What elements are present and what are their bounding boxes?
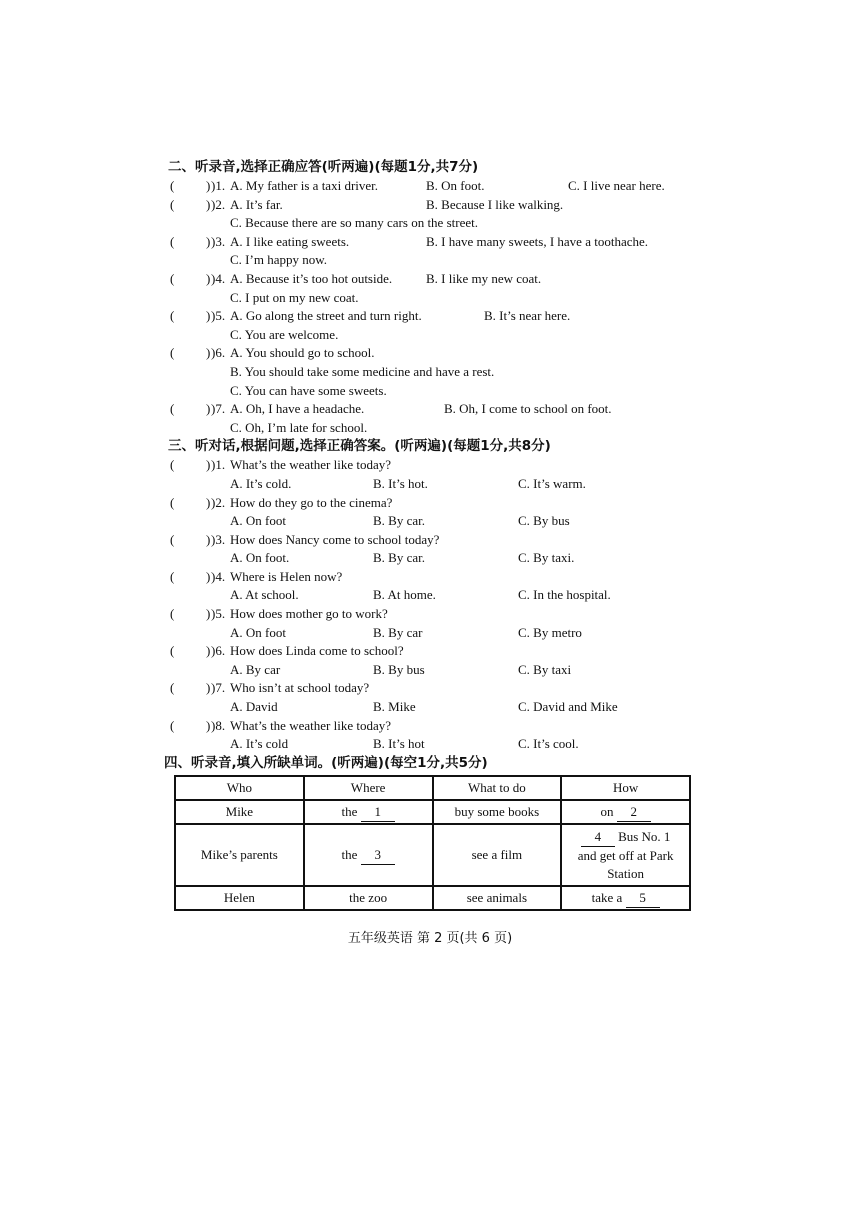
cell-where: the zoo [304, 886, 433, 910]
cell-how [561, 886, 690, 910]
answer-paren-open[interactable]: ( [170, 494, 175, 510]
option-c: C. You are welcome. [230, 326, 339, 342]
cell-how [561, 800, 690, 824]
option-a: A. My father is a taxi driver. [230, 178, 379, 193]
option-a: A. On foot [230, 624, 286, 640]
table-row [175, 800, 690, 824]
question-number: )3. [211, 233, 226, 249]
option-c: C. It’s warm. [518, 475, 586, 491]
answer-paren-close: ) [206, 233, 211, 249]
page-footer: 五年级英语 第 2 页(共 6 页) [347, 931, 513, 946]
s3-question-2-options [168, 512, 693, 531]
answer-paren-open[interactable]: ( [170, 643, 175, 659]
answer-paren-open[interactable]: ( [170, 345, 175, 361]
option-a: A. You should go to school. [230, 345, 375, 361]
s2-question-6 [168, 344, 693, 363]
question-number: )7. [211, 680, 226, 696]
header-who: Who [175, 776, 304, 800]
s3-question-5 [168, 605, 693, 624]
s3-question-5-options [168, 624, 693, 643]
option-a: A. Because it’s too hot outside. [230, 270, 393, 286]
header-what-to-do: What to do [433, 776, 562, 800]
s3-question-6-options [168, 661, 693, 680]
question-number: )1. [211, 457, 226, 473]
cell-text: Station [607, 865, 645, 881]
option-b: B. On foot. [426, 178, 485, 193]
answer-paren-open[interactable]: ( [170, 401, 175, 417]
s3-question-3-options [168, 549, 693, 568]
option-c: C. You can have some sweets. [230, 382, 387, 398]
question-stem: How does Linda come to school? [230, 643, 404, 659]
option-b: B. Mike [373, 699, 416, 715]
cell-what: buy some books [433, 800, 562, 824]
option-a: A. On foot. [230, 550, 290, 566]
question-stem: How does Nancy come to school today? [230, 531, 440, 547]
question-number: )2. [211, 494, 226, 510]
option-c: C. I live near here. [568, 178, 665, 193]
cell-what: see animals [433, 886, 562, 910]
question-stem: What’s the weather like today? [230, 457, 391, 473]
answer-paren-open[interactable]: ( [170, 457, 175, 473]
table-row [175, 824, 690, 886]
option-a: A. At school. [230, 587, 299, 603]
option-c: C. I’m happy now. [230, 252, 328, 268]
answer-paren-close: ) [206, 345, 211, 361]
option-c: C. Because there are so many cars on the street. [230, 215, 478, 231]
option-c: C. By taxi. [518, 550, 575, 566]
question-number: )5. [211, 308, 226, 324]
question-stem: Where is Helen now? [230, 568, 343, 584]
answer-paren-close: ) [206, 494, 211, 510]
answer-paren-open[interactable]: ( [170, 717, 175, 733]
option-a: A. It’s far. [230, 196, 283, 212]
answer-paren-open[interactable]: ( [170, 196, 175, 212]
cell-how [561, 824, 690, 886]
answer-paren-open[interactable]: ( [170, 531, 175, 547]
section-4-title: 四、听录音,填入所缺单词。(听两遍)(每空1分,共5分) [164, 754, 488, 771]
s2-question-1 [168, 177, 693, 196]
option-c: C. Oh, I’m late for school. [230, 419, 368, 435]
header-how: How [561, 776, 690, 800]
s2-question-7-cont [168, 419, 693, 438]
s3-question-1 [168, 456, 693, 475]
answer-paren-close: ) [206, 457, 211, 473]
answer-paren-close: ) [206, 178, 211, 193]
option-b: B. You should take some medicine and have a rest. [230, 363, 495, 379]
s2-question-2 [168, 196, 693, 215]
answer-paren-close: ) [206, 401, 211, 417]
s2-question-4-cont [168, 289, 693, 308]
answer-paren-close: ) [206, 196, 211, 212]
answer-paren-close: ) [206, 643, 211, 659]
table-row [175, 886, 690, 910]
question-number: )5. [211, 606, 226, 622]
option-c: C. By bus [518, 513, 570, 529]
table-header-row [175, 776, 690, 800]
blank-4[interactable]: 4 [581, 828, 615, 847]
answer-paren-open[interactable]: ( [170, 308, 175, 324]
s2-question-5 [168, 307, 693, 326]
cell-who: Helen [175, 886, 304, 910]
cell-text: Bus No. 1 [618, 828, 671, 844]
option-b: B. By car. [373, 550, 425, 566]
fill-in-table [174, 775, 691, 911]
s3-question-4-options [168, 586, 693, 605]
cell-where [304, 800, 433, 824]
option-b: B. By car. [373, 513, 425, 529]
option-c: C. In the hospital. [518, 587, 611, 603]
answer-paren-close: ) [206, 606, 211, 622]
answer-paren-close: ) [206, 308, 211, 324]
header-where: Where [304, 776, 433, 800]
option-a: A. By car [230, 661, 281, 677]
answer-paren-open[interactable]: ( [170, 680, 175, 696]
cell-who: Mike’s parents [175, 824, 304, 886]
s2-question-4 [168, 270, 693, 289]
question-number: )1. [211, 178, 226, 193]
option-b: B. It’s hot [373, 736, 425, 752]
question-number: )3. [211, 531, 226, 547]
s3-question-7-options [168, 698, 693, 717]
answer-paren-open[interactable]: ( [170, 178, 175, 193]
cell-prefix: on [600, 803, 614, 819]
s2-question-2-cont [168, 214, 693, 233]
answer-paren-close: ) [206, 568, 211, 584]
s2-question-6-cont-c [168, 382, 693, 401]
blank-2[interactable]: 2 [617, 803, 651, 822]
s2-question-3-cont [168, 251, 693, 270]
s3-question-4 [168, 568, 693, 587]
question-number: )4. [211, 568, 226, 584]
s3-question-8 [168, 717, 693, 736]
question-number: )4. [211, 270, 226, 286]
option-a: A. Oh, I have a headache. [230, 401, 365, 417]
cell-where [304, 824, 433, 886]
option-c: C. By taxi [518, 661, 572, 677]
question-stem: How does mother go to work? [230, 606, 388, 622]
s3-question-1-options [168, 475, 693, 494]
question-number: )6. [211, 345, 226, 361]
option-b: B. I have many sweets, I have a toothache. [426, 233, 649, 249]
answer-paren-close: ) [206, 531, 211, 547]
question-number: )7. [211, 401, 226, 417]
option-a: A. I like eating sweets. [230, 233, 350, 249]
s2-question-6-cont-b [168, 363, 693, 382]
option-a: A. Go along the street and turn right. [230, 308, 422, 324]
question-stem: Who isn’t at school today? [230, 680, 370, 696]
s3-question-7 [168, 679, 693, 698]
s2-question-3 [168, 233, 693, 252]
s3-question-8-options [168, 735, 693, 754]
cell-who: Mike [175, 800, 304, 824]
cell-prefix: the [341, 846, 358, 862]
option-c: C. David and Mike [518, 699, 618, 715]
blank-5[interactable]: 5 [626, 889, 660, 908]
option-b: B. By bus [373, 661, 425, 677]
cell-prefix: the [341, 803, 358, 819]
blank-1[interactable]: 1 [361, 803, 395, 822]
section-3-title: 三、听对话,根据问题,选择正确答案。(听两遍)(每题1分,共8分) [168, 438, 551, 455]
s2-question-5-cont [168, 326, 693, 345]
question-stem: How do they go to the cinema? [230, 494, 393, 510]
section-2-title: 二、听录音,选择正确应答(听两遍)(每题1分,共7分) [168, 159, 479, 175]
option-a: A. David [230, 699, 278, 715]
cell-text: and get off at Park [577, 847, 674, 863]
s3-question-2 [168, 494, 693, 513]
s3-question-3 [168, 531, 693, 550]
option-b: B. Because I like walking. [426, 196, 564, 212]
option-a: A. It’s cold. [230, 475, 292, 491]
option-b: B. By car [373, 624, 423, 640]
s3-question-6 [168, 642, 693, 661]
question-number: )2. [211, 196, 226, 212]
question-number: )8. [211, 717, 226, 733]
exam-page [164, 158, 693, 773]
answer-paren-open[interactable]: ( [170, 568, 175, 584]
blank-3[interactable]: 3 [361, 846, 395, 865]
question-number: )6. [211, 643, 226, 659]
answer-paren-close: ) [206, 270, 211, 286]
cell-prefix: take a [591, 889, 623, 905]
option-c: C. It’s cool. [518, 736, 579, 752]
option-c: C. I put on my new coat. [230, 289, 359, 305]
answer-paren-open[interactable]: ( [170, 270, 175, 286]
answer-paren-open[interactable]: ( [170, 233, 175, 249]
cell-what: see a film [433, 824, 562, 886]
answer-paren-open[interactable]: ( [170, 606, 175, 622]
option-b: B. Oh, I come to school on foot. [444, 401, 612, 417]
option-a: A. On foot [230, 513, 286, 529]
option-b: B. It’s hot. [373, 475, 428, 491]
option-b: B. I like my new coat. [426, 270, 542, 286]
option-c: C. By metro [518, 624, 582, 640]
option-b: B. At home. [373, 587, 436, 603]
answer-paren-close: ) [206, 717, 211, 733]
question-stem: What’s the weather like today? [230, 717, 391, 733]
answer-paren-close: ) [206, 680, 211, 696]
s2-question-7 [168, 400, 693, 419]
option-a: A. It’s cold [230, 736, 289, 752]
option-b: B. It’s near here. [484, 308, 571, 324]
